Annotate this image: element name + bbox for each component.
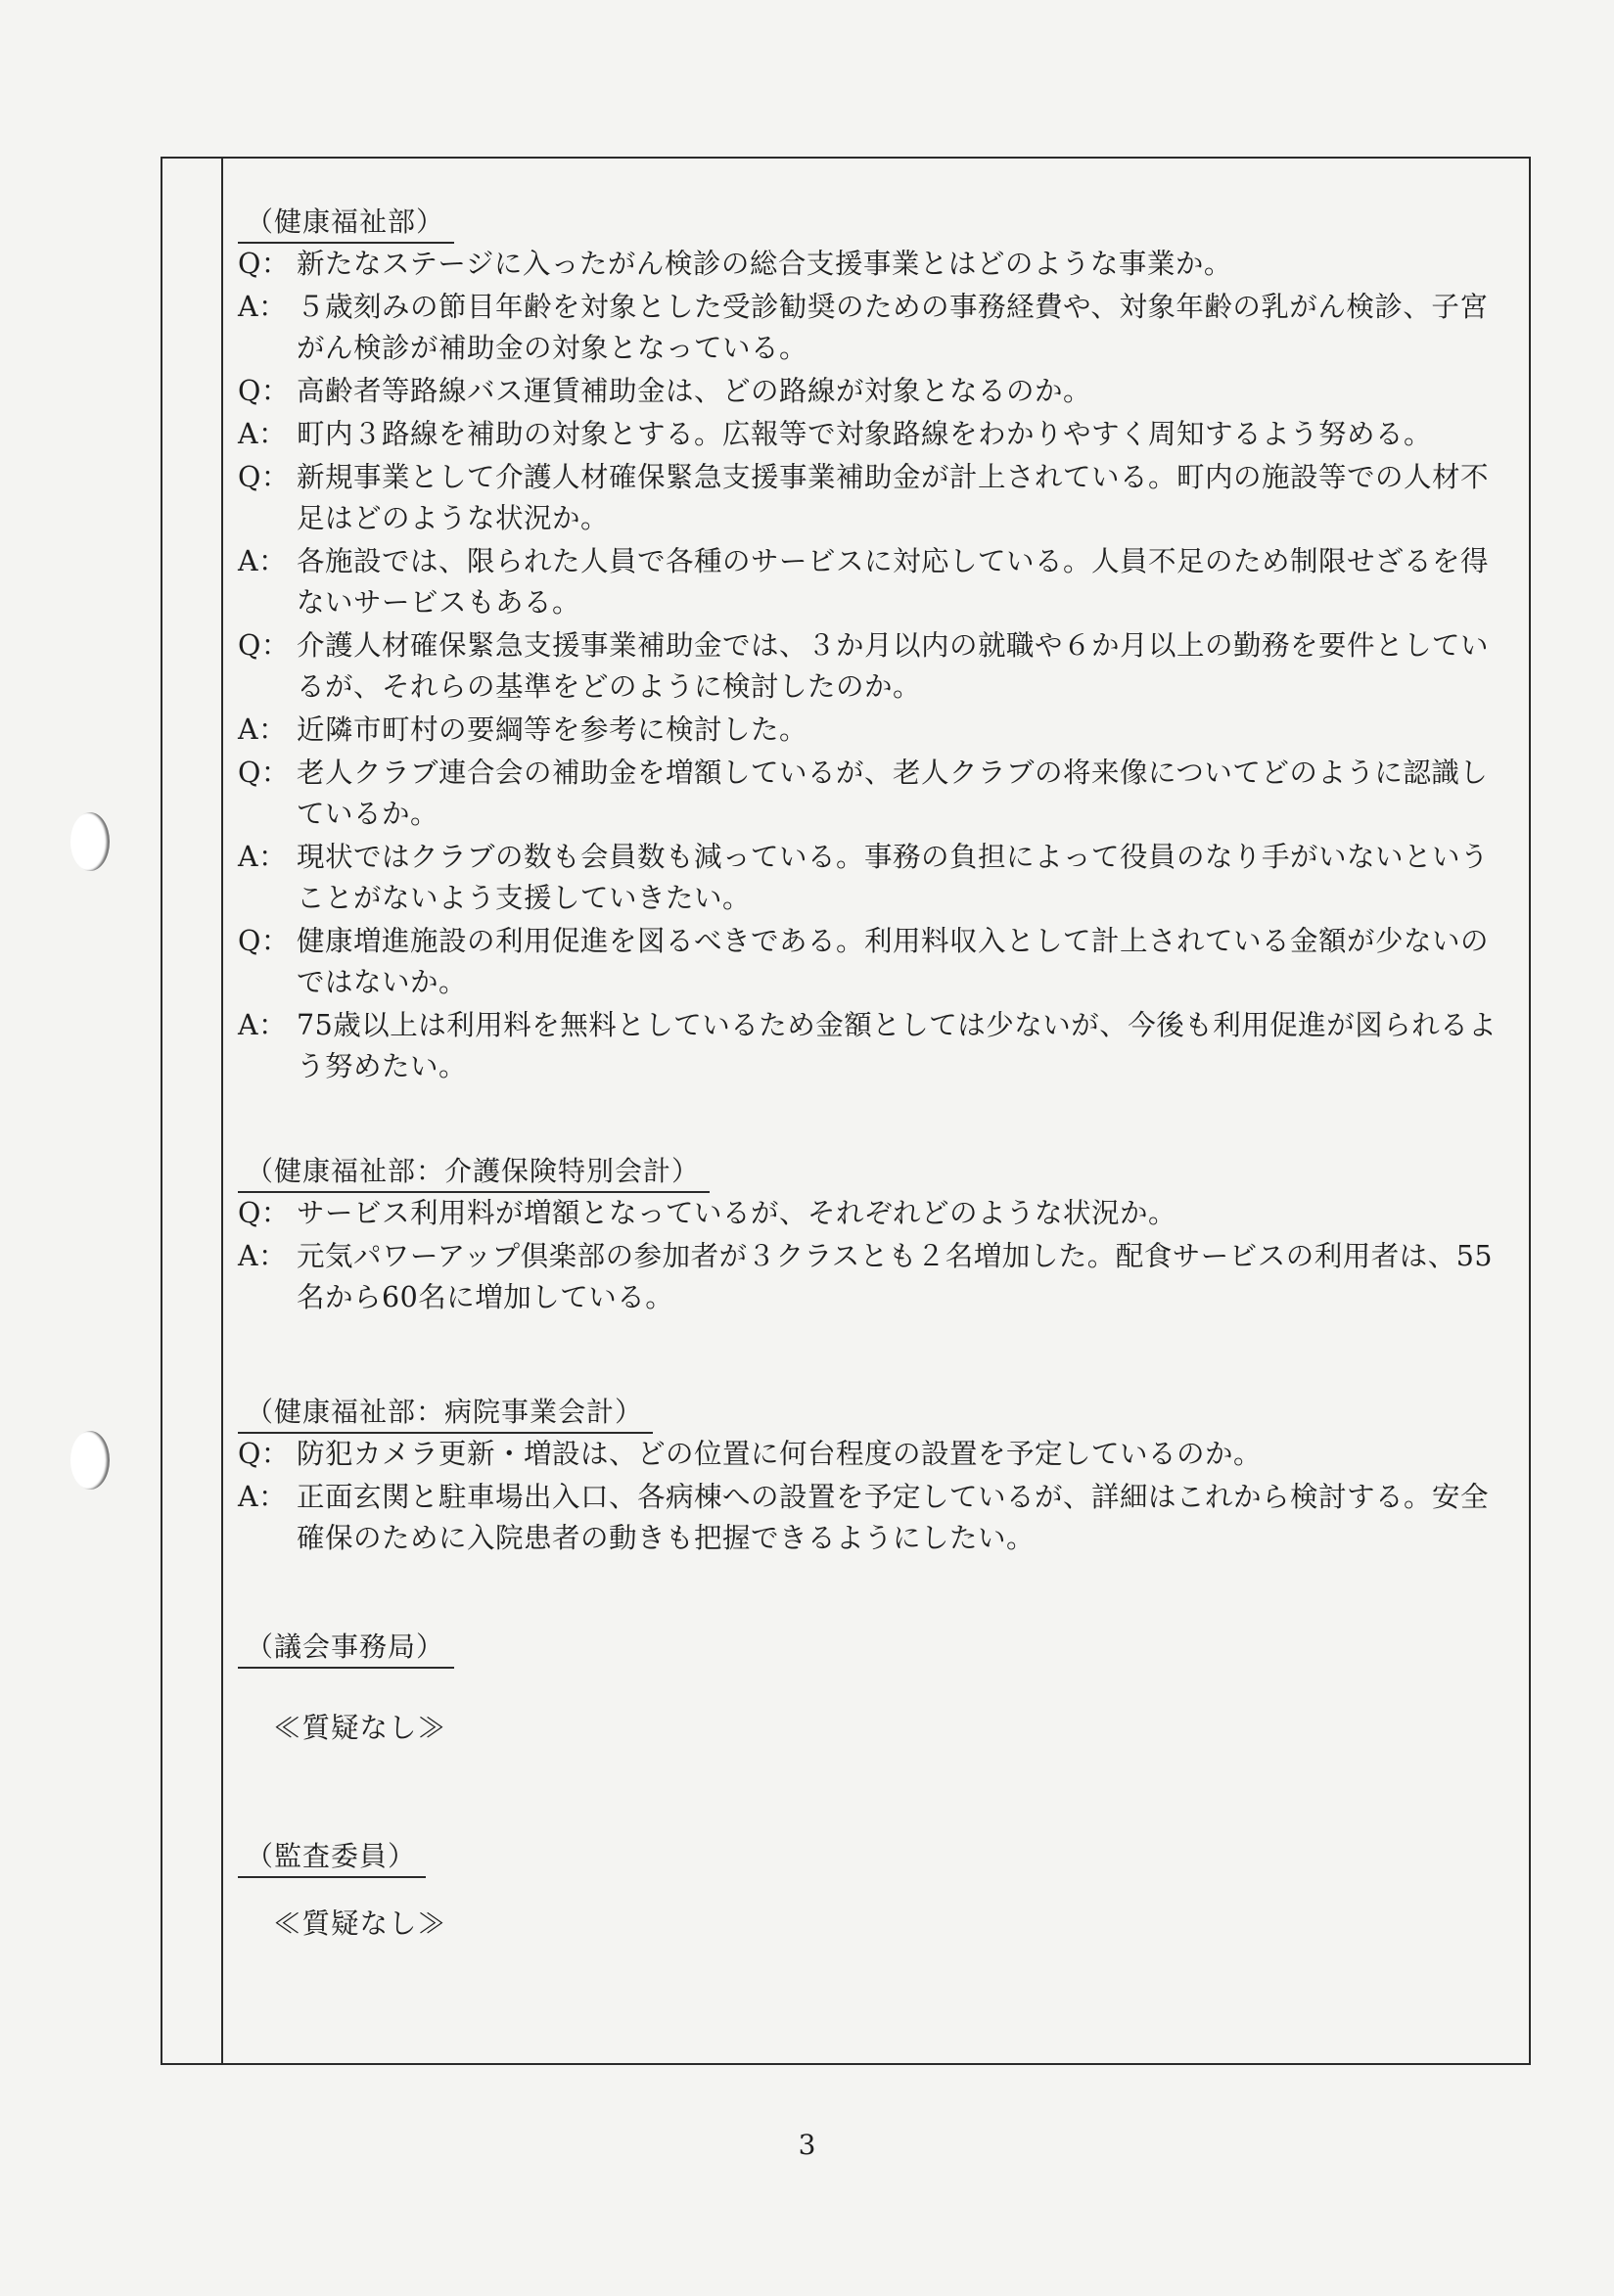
- qa-item: [238, 1193, 1510, 1234]
- page-number: 3: [798, 2129, 816, 2161]
- qa-item: [238, 541, 1510, 623]
- qa-label: Q：: [238, 1438, 290, 1470]
- qa-label: Q：: [238, 461, 290, 493]
- qa-text: 健康増進施設の利用促進を図るべきである。利用料収入として計上されている金額が少ないのではないか。: [297, 925, 1490, 998]
- document-frame: [161, 157, 1531, 2065]
- document-content: [238, 203, 1510, 1945]
- qa-text: 新たなステージに入ったがん検診の総合支援事業とはどのような事業か。: [297, 248, 1232, 280]
- qa-item: [238, 244, 1510, 285]
- qa-label: Q：: [238, 925, 290, 957]
- section-care-insurance: [238, 1152, 1510, 1318]
- qa-text: 介護人材確保緊急支援事業補助金では、３か月以内の就職や６か月以上の勤務を要件としているが、それらの基準をどのように検討したのか。: [297, 629, 1490, 703]
- qa-label: A：: [238, 1240, 288, 1272]
- qa-item: [238, 287, 1510, 369]
- qa-item: [238, 921, 1510, 1003]
- qa-label: A：: [238, 418, 288, 450]
- qa-text: 元気パワーアップ倶楽部の参加者が３クラスとも２名増加した。配食サービスの利用者は、55名から60名に増加している。: [297, 1240, 1493, 1313]
- qa-item: [238, 1236, 1510, 1318]
- qa-text: サービス利用料が増額となっているが、それぞれどのような状況か。: [297, 1197, 1177, 1229]
- section-heading: （健康福祉部）: [238, 203, 454, 244]
- no-questions-text: ≪質疑なし≫: [273, 1712, 447, 1744]
- qa-item: [238, 1005, 1510, 1087]
- qa-label: Q：: [238, 248, 290, 280]
- section-council-office: [238, 1628, 1510, 1749]
- qa-text: 正面玄関と駐車場出入口、各病棟への設置を予定しているが、詳細はこれから検討する。安全確保のために入院患者の動きも把握できるようにしたい。: [297, 1481, 1490, 1554]
- qa-text: 新規事業として介護人材確保緊急支援事業補助金が計上されている。町内の施設等での人材不足はどのような状況か。: [297, 461, 1490, 534]
- section-hospital: [238, 1393, 1510, 1559]
- qa-label: A：: [238, 1481, 288, 1513]
- qa-text: 町内３路線を補助の対象とする。広報等で対象路線をわかりやすく周知するよう努める。: [297, 418, 1433, 450]
- qa-text: 各施設では、限られた人員で各種のサービスに対応している。人員不足のため制限せざるを得ないサービスもある。: [297, 545, 1490, 619]
- no-questions-text: ≪質疑なし≫: [273, 1907, 447, 1940]
- section-heading: （議会事務局）: [238, 1628, 454, 1669]
- qa-text: ５歳刻みの節目年齢を対象とした受診勧奨のための事務経費や、対象年齢の乳がん検診、子宮がん検診が補助金の対象となっている。: [297, 291, 1489, 364]
- frame-divider: [221, 159, 223, 2063]
- punch-hole-lower: [70, 1431, 110, 1490]
- qa-text: 近隣市町村の要綱等を参考に検討した。: [297, 713, 808, 746]
- qa-text: 高齢者等路線バス運賃補助金は、どの路線が対象となるのか。: [297, 375, 1092, 407]
- qa-label: Q：: [238, 629, 290, 662]
- qa-item: [238, 1434, 1510, 1475]
- section-heading: （監査委員）: [238, 1837, 426, 1878]
- qa-item: [238, 1477, 1510, 1559]
- section-heading: （健康福祉部：病院事業会計）: [238, 1393, 653, 1434]
- qa-item: [238, 710, 1510, 751]
- qa-label: Q：: [238, 375, 290, 407]
- qa-item: [238, 837, 1510, 919]
- qa-item: [238, 625, 1510, 708]
- qa-text: 現状ではクラブの数も会員数も減っている。事務の負担によって役員のなり手がいないということがないよう支援していきたい。: [297, 841, 1490, 914]
- qa-item: [238, 753, 1510, 835]
- qa-label: A：: [238, 713, 288, 746]
- section-heading: （健康福祉部：介護保険特別会計）: [238, 1152, 710, 1193]
- qa-item: [238, 414, 1510, 455]
- qa-item: [238, 371, 1510, 412]
- qa-text: 75歳以上は利用料を無料としているため金額としては少ないが、今後も利用促進が図られるよう努めたい。: [297, 1009, 1498, 1082]
- punch-hole-upper: [70, 812, 110, 871]
- qa-label: Q：: [238, 1197, 290, 1229]
- section-auditors: [238, 1837, 1510, 1945]
- qa-label: A：: [238, 545, 288, 577]
- qa-label: Q：: [238, 757, 290, 789]
- qa-text: 防犯カメラ更新・増設は、どの位置に何台程度の設置を予定しているのか。: [297, 1438, 1263, 1470]
- section-health-welfare: [238, 203, 1510, 1087]
- qa-label: A：: [238, 291, 288, 323]
- qa-item: [238, 457, 1510, 539]
- qa-label: A：: [238, 1009, 288, 1041]
- qa-text: 老人クラブ連合会の補助金を増額しているが、老人クラブの将来像についてどのように認識しているか。: [297, 757, 1489, 830]
- qa-label: A：: [238, 841, 288, 873]
